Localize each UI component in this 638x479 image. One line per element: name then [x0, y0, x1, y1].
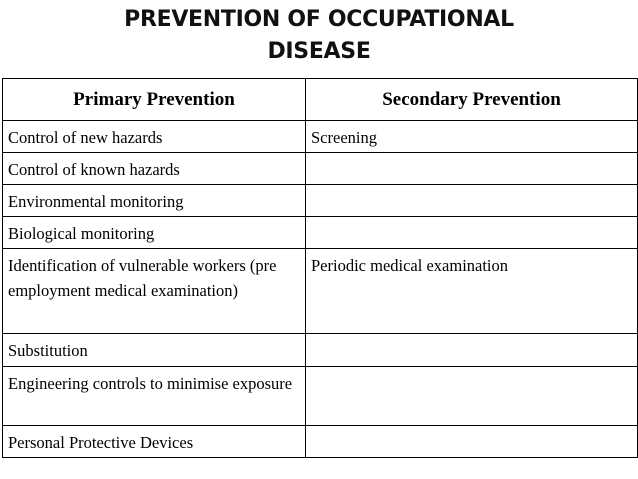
primary-cell: Substitution — [3, 334, 306, 367]
table-row — [3, 426, 638, 458]
primary-cell: Environmental monitoring — [3, 185, 306, 217]
secondary-cell — [306, 367, 638, 426]
secondary-cell — [306, 217, 638, 249]
secondary-cell — [306, 185, 638, 217]
primary-cell: Identification of vulnerable workers (pre employment medical examination) — [3, 249, 306, 334]
table-row — [3, 153, 638, 185]
table-row — [3, 217, 638, 249]
page-title-line-1: PREVENTION OF OCCUPATIONAL — [124, 7, 514, 32]
page-title-line-2: DISEASE — [267, 39, 371, 64]
secondary-cell — [306, 153, 638, 185]
primary-cell: Engineering controls to minimise exposure — [3, 367, 306, 426]
table-row — [3, 249, 638, 334]
secondary-cell — [306, 426, 638, 458]
column-header-secondary: Secondary Prevention — [306, 79, 638, 121]
primary-cell: Biological monitoring — [3, 217, 306, 249]
secondary-cell: Periodic medical examination — [306, 249, 638, 334]
table-header-row — [3, 79, 638, 121]
secondary-cell: Screening — [306, 121, 638, 153]
primary-cell: Control of known hazards — [3, 153, 306, 185]
table-row — [3, 367, 638, 426]
table-row — [3, 334, 638, 367]
page-title — [0, 4, 638, 68]
primary-cell: Personal Protective Devices — [3, 426, 306, 458]
primary-cell: Control of new hazards — [3, 121, 306, 153]
table-row — [3, 121, 638, 153]
table-row — [3, 185, 638, 217]
column-header-primary: Primary Prevention — [3, 79, 306, 121]
secondary-cell — [306, 334, 638, 367]
prevention-table — [2, 78, 638, 458]
